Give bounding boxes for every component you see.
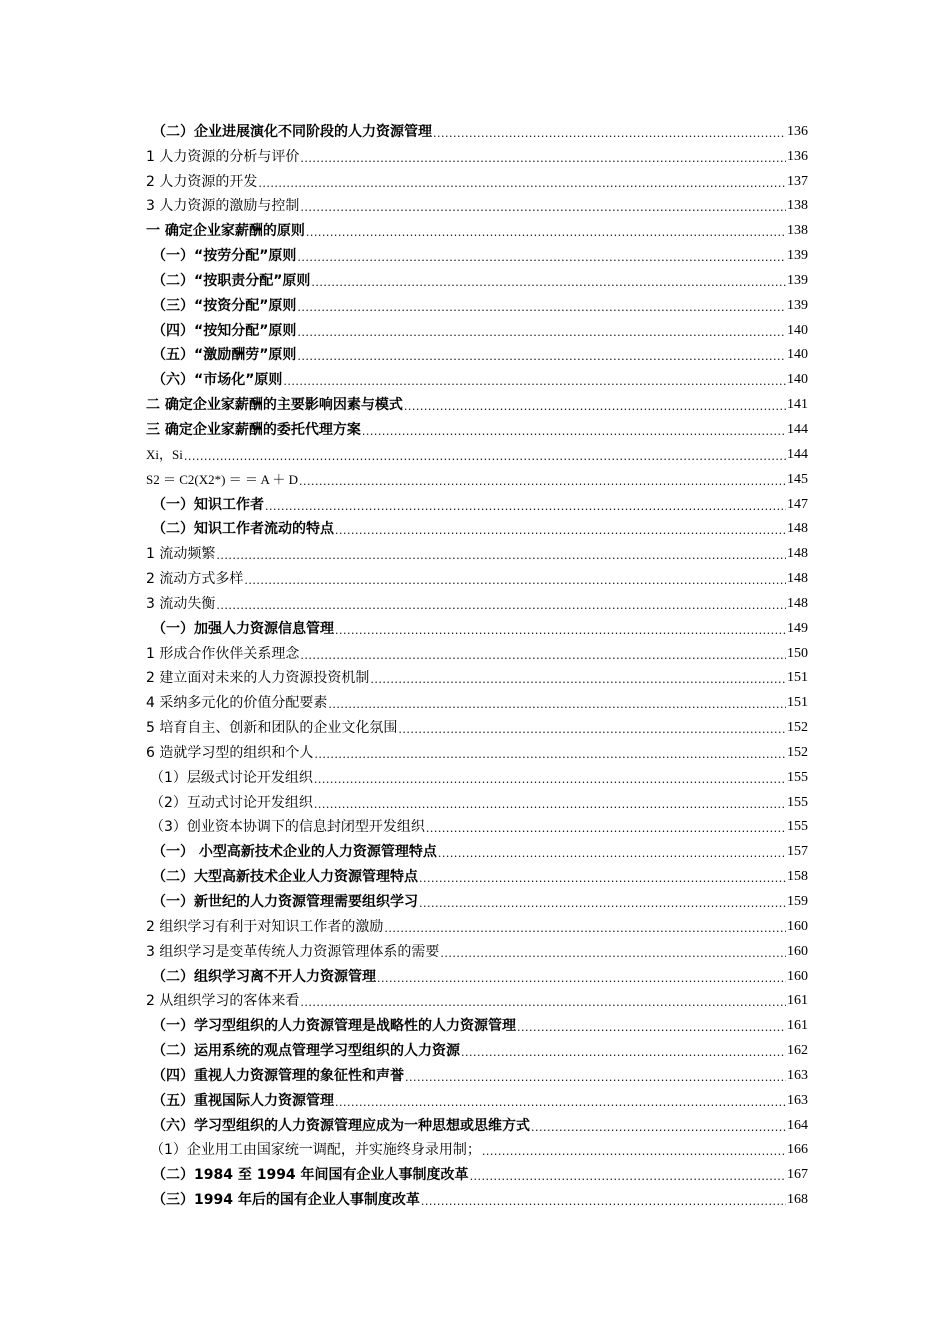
toc-leader-dots <box>398 723 786 737</box>
toc-entry-page: 152 <box>787 720 808 736</box>
toc-entry-page: 138 <box>787 198 808 214</box>
toc-entry-page: 148 <box>787 521 808 537</box>
toc-entry[interactable] <box>146 613 808 638</box>
toc-leader-dots <box>297 326 786 340</box>
toc-entry-page: 155 <box>787 819 808 835</box>
toc-entry[interactable] <box>146 340 808 365</box>
toc-entry-page: 167 <box>787 1167 808 1183</box>
toc-entry-page: 155 <box>787 794 808 810</box>
toc-entry-page: 141 <box>787 397 808 413</box>
toc-leader-dots <box>297 301 786 315</box>
toc-entry-title: （六）“市场化”原则 <box>152 372 283 389</box>
toc-entry-title: S2 ＝ C2(X2*) ＝ ＝ A ＋ D <box>146 471 299 487</box>
toc-entry-page: 140 <box>787 322 808 338</box>
toc-entry-page: 157 <box>787 844 808 860</box>
table-of-contents <box>146 116 808 1209</box>
toc-leader-dots <box>517 1021 786 1035</box>
toc-entry[interactable] <box>146 364 808 389</box>
toc-entry-page: 160 <box>787 968 808 984</box>
toc-entry-title: （四）重视人力资源管理的象征性和声誉 <box>152 1067 404 1084</box>
toc-entry[interactable] <box>146 986 808 1011</box>
toc-leader-dots <box>362 425 786 439</box>
toc-entry[interactable] <box>146 911 808 936</box>
toc-entry-title: （一）“按劳分配”原则 <box>152 248 297 265</box>
toc-entry[interactable] <box>146 489 808 514</box>
toc-entry[interactable] <box>146 712 808 737</box>
toc-entry[interactable] <box>146 240 808 265</box>
toc-entry[interactable] <box>146 1085 808 1110</box>
toc-entry-page: 160 <box>787 918 808 934</box>
toc-leader-dots <box>404 400 786 414</box>
toc-entry[interactable] <box>146 1159 808 1184</box>
toc-entry-title: 2 组织学习有利于对知识工作者的激励 <box>146 918 384 935</box>
toc-entry-page: 161 <box>787 993 808 1009</box>
toc-entry-page: 160 <box>787 943 808 959</box>
toc-entry[interactable] <box>146 1060 808 1085</box>
toc-entry-title: （一）新世纪的人力资源管理需要组织学习 <box>152 894 418 910</box>
toc-entry-title: 6 造就学习型的组织和个人 <box>146 744 314 761</box>
toc-leader-dots <box>370 673 786 687</box>
toc-entry-page: 138 <box>787 223 808 239</box>
toc-entry[interactable] <box>146 663 808 688</box>
toc-entry[interactable] <box>146 1110 808 1135</box>
toc-entry-page: 161 <box>787 1018 808 1034</box>
toc-entry[interactable] <box>146 961 808 986</box>
toc-entry-page: 148 <box>787 546 808 562</box>
toc-entry-title: 1 流动频繁 <box>146 546 216 563</box>
toc-leader-dots <box>314 773 786 787</box>
toc-entry-title: 4 采纳多元化的价值分配要素 <box>146 695 328 712</box>
toc-entry-title: （一） 小型高新技术企业的人力资源管理特点 <box>152 844 437 861</box>
toc-entry-page: 155 <box>787 769 808 785</box>
toc-leader-dots <box>531 1121 786 1135</box>
toc-entry[interactable] <box>146 215 808 240</box>
toc-leader-dots <box>314 798 786 812</box>
toc-entry-page: 139 <box>787 297 808 313</box>
toc-leader-dots <box>335 524 786 538</box>
toc-leader-dots <box>470 1170 786 1184</box>
toc-leader-dots <box>314 748 786 762</box>
toc-entry-title: （一）知识工作者 <box>152 496 264 513</box>
toc-entry-title: （1）企业用工由国家统一调配，并实施终身录用制； <box>150 1142 481 1159</box>
toc-entry[interactable] <box>146 1184 808 1209</box>
toc-entry-page: 136 <box>787 123 808 139</box>
toc-entry-page: 144 <box>787 421 808 437</box>
toc-entry[interactable] <box>146 191 808 216</box>
toc-entry[interactable] <box>146 812 808 837</box>
toc-entry-page: 140 <box>787 347 808 363</box>
toc-entry[interactable] <box>146 315 808 340</box>
toc-entry[interactable] <box>146 936 808 961</box>
toc-leader-dots <box>297 350 786 364</box>
toc-entry[interactable] <box>146 836 808 861</box>
toc-entry-title: 三 确定企业家薪酬的委托代理方案 <box>146 421 361 438</box>
toc-entry-page: 163 <box>787 1092 808 1108</box>
toc-entry-page: 159 <box>787 894 808 909</box>
toc-entry-page: 152 <box>787 744 808 760</box>
toc-entry-page: 151 <box>787 670 808 686</box>
toc-leader-dots <box>405 1071 786 1085</box>
toc-leader-dots <box>258 177 786 191</box>
toc-entry-title: （四）“按知分配”原则 <box>152 322 297 339</box>
toc-entry[interactable] <box>146 563 808 588</box>
toc-entry-page: 139 <box>787 272 808 288</box>
toc-entry-title: 2 从组织学习的客体来看 <box>146 993 300 1010</box>
toc-entry-title: 二 确定企业家薪酬的主要影响因素与模式 <box>146 397 403 414</box>
toc-entry[interactable] <box>146 514 808 539</box>
toc-entry-page: 140 <box>787 372 808 388</box>
toc-entry[interactable] <box>146 116 808 141</box>
toc-entry-page: 149 <box>787 620 808 636</box>
toc-leader-dots <box>377 972 786 986</box>
toc-entry-title: （一）加强人力资源信息管理 <box>152 620 334 637</box>
toc-entry-title: 3 人力资源的激励与控制 <box>146 198 300 215</box>
toc-entry-page: 139 <box>787 248 808 264</box>
toc-entry-page: 168 <box>787 1192 808 1208</box>
toc-entry[interactable] <box>146 687 808 712</box>
toc-entry-page: 137 <box>787 173 808 189</box>
toc-entry-title: （二）运用系统的观点管理学习型组织的人力资源 <box>152 1043 460 1060</box>
toc-leader-dots <box>216 549 786 563</box>
toc-leader-dots <box>297 251 786 265</box>
toc-leader-dots <box>328 698 786 712</box>
toc-leader-dots <box>300 996 786 1010</box>
toc-entry-title: 3 流动失衡 <box>146 595 216 612</box>
toc-entry[interactable] <box>146 737 808 762</box>
toc-entry-title: （三）1994 年后的国有企业人事制度改革 <box>152 1192 420 1209</box>
toc-entry[interactable] <box>146 886 808 911</box>
toc-leader-dots <box>438 847 786 861</box>
toc-entry-title: （3）创业资本协调下的信息封闭型开发组织 <box>150 819 425 836</box>
toc-entry-page: 148 <box>787 595 808 611</box>
toc-entry[interactable] <box>146 439 808 464</box>
toc-leader-dots <box>300 201 786 215</box>
toc-entry-title: （五）重视国际人力资源管理 <box>152 1092 334 1109</box>
toc-leader-dots <box>244 574 786 588</box>
toc-entry-page: 148 <box>787 571 808 587</box>
toc-leader-dots <box>461 1046 786 1060</box>
toc-entry-title: （二）企业进展演化不同阶段的人力资源管理 <box>152 123 432 140</box>
toc-entry[interactable] <box>146 787 808 812</box>
toc-entry-page: 164 <box>787 1117 808 1133</box>
toc-leader-dots <box>421 1195 786 1209</box>
toc-entry-title: Xi，Si <box>146 446 183 462</box>
toc-entry-title: 5 培育自主、创新和团队的企业文化氛围 <box>146 720 398 737</box>
toc-leader-dots <box>300 649 786 663</box>
toc-leader-dots <box>216 599 786 613</box>
toc-entry-title: （三）“按资分配”原则 <box>152 297 297 314</box>
toc-entry[interactable] <box>146 538 808 563</box>
toc-entry[interactable] <box>146 414 808 439</box>
toc-entry-page: 150 <box>787 645 808 661</box>
toc-entry-title: 1 形成合作伙伴关系理念 <box>146 645 300 662</box>
toc-entry-page: 147 <box>787 496 808 512</box>
toc-entry-title: 一 确定企业家薪酬的原则 <box>146 223 305 240</box>
toc-entry-title: （二）知识工作者流动的特点 <box>152 521 334 538</box>
toc-entry-title: （二）1984 至 1994 年间国有企业人事制度改革 <box>152 1167 469 1184</box>
toc-entry-title: （2）互动式讨论开发组织 <box>150 794 313 811</box>
toc-entry[interactable] <box>146 762 808 787</box>
toc-leader-dots <box>419 897 786 911</box>
toc-leader-dots <box>335 1096 786 1110</box>
toc-entry-page: 162 <box>787 1043 808 1059</box>
toc-entry[interactable] <box>146 290 808 315</box>
toc-entry-title: 3 组织学习是变革传统人力资源管理体系的需要 <box>146 943 440 960</box>
toc-entry[interactable] <box>146 166 808 191</box>
toc-leader-dots <box>384 922 786 936</box>
toc-leader-dots <box>440 947 786 961</box>
toc-entry[interactable] <box>146 1010 808 1035</box>
toc-entry[interactable] <box>146 141 808 166</box>
toc-leader-dots <box>426 822 786 836</box>
toc-entry-title: 2 流动方式多样 <box>146 571 244 588</box>
toc-entry-title: （六）学习型组织的人力资源管理应成为一种思想或思维方式 <box>152 1117 530 1134</box>
toc-entry-page: 158 <box>787 869 808 885</box>
toc-entry-title: （二）组织学习离不开人力资源管理 <box>152 968 376 985</box>
toc-entry-title: （五）“激励酬劳”原则 <box>152 347 297 364</box>
toc-entry[interactable] <box>146 588 808 613</box>
toc-leader-dots <box>482 1145 786 1159</box>
toc-leader-dots <box>306 226 786 240</box>
toc-leader-dots <box>283 375 786 389</box>
toc-leader-dots <box>433 127 786 141</box>
toc-entry-title: （二）“按职责分配”原则 <box>152 272 311 289</box>
toc-leader-dots <box>419 872 786 886</box>
toc-entry-page: 166 <box>787 1142 808 1158</box>
toc-leader-dots <box>311 276 786 290</box>
toc-entry-page: 136 <box>787 148 808 164</box>
toc-leader-dots <box>299 475 786 489</box>
toc-entry[interactable] <box>146 389 808 414</box>
toc-entry-page: 144 <box>787 446 808 462</box>
toc-entry[interactable] <box>146 1035 808 1060</box>
toc-entry-page: 145 <box>787 471 808 487</box>
toc-entry-page: 151 <box>787 695 808 711</box>
toc-entry-title: 2 建立面对未来的人力资源投资机制 <box>146 670 370 687</box>
toc-entry-title: 2 人力资源的开发 <box>146 173 258 190</box>
toc-leader-dots <box>184 450 786 464</box>
toc-entry-title: 1 人力资源的分析与评价 <box>146 148 300 165</box>
toc-entry-title: （一）学习型组织的人力资源管理是战略性的人力资源管理 <box>152 1018 516 1035</box>
toc-leader-dots <box>335 624 786 638</box>
toc-leader-dots <box>300 152 786 166</box>
toc-entry[interactable] <box>146 1135 808 1160</box>
toc-entry[interactable] <box>146 861 808 886</box>
toc-leader-dots <box>265 500 786 514</box>
toc-entry-page: 163 <box>787 1067 808 1083</box>
toc-entry-title: （1）层级式讨论开发组织 <box>150 769 313 786</box>
toc-entry-title: （二）大型高新技术企业人力资源管理特点 <box>152 869 418 886</box>
toc-entry[interactable] <box>146 464 808 489</box>
toc-entry[interactable] <box>146 638 808 663</box>
toc-entry[interactable] <box>146 265 808 290</box>
